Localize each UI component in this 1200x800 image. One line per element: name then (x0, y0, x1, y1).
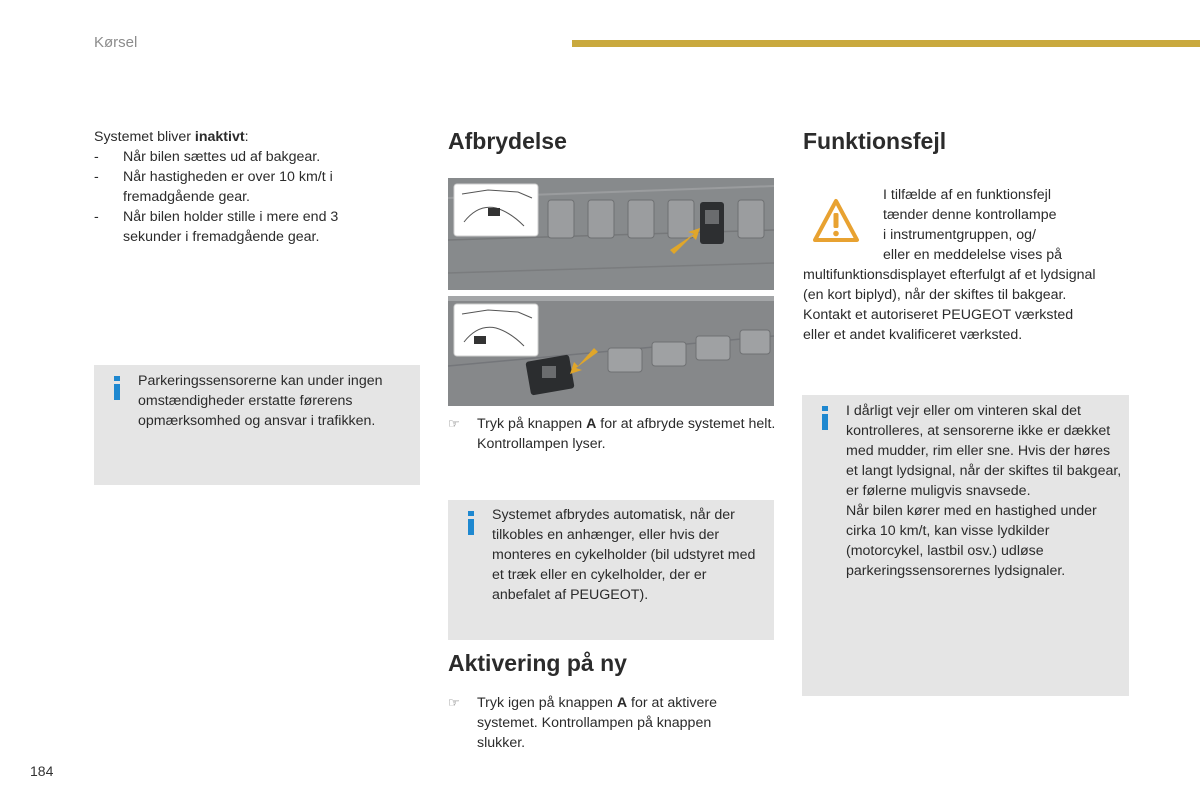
figure-bottom (448, 296, 774, 406)
pointing-hand-icon: ☞ (448, 416, 460, 431)
fault-line: eller en meddelelse vises på (883, 247, 1063, 263)
list-item: - Når bilen sættes ud af bakgear. (94, 147, 414, 167)
enable-instruction: ☞ Tryk igen på knappen A for at aktivere systemet. Kontrollampen på knappen slukker. (448, 695, 718, 751)
dashboard-switch-panel-illustration (448, 178, 774, 290)
page-number: 184 (30, 763, 54, 779)
intro-line: Systemet bliver inaktivt: (94, 129, 249, 145)
fault-line: i instrumentgruppen, og/ (883, 227, 1037, 243)
fault-line: I tilfælde af en funktionsfejl (883, 187, 1051, 203)
section-label: Kørsel (94, 34, 138, 51)
heading-enable: Aktivering på ny (448, 650, 627, 676)
condition-list (94, 147, 414, 247)
info-icon (464, 510, 478, 536)
info-paragraph: Når bilen kører med en hastighed under cirka 10 km/t, kan visse lydkilder (motorcykel, lastbil osv.) udløse parkeringssensorernes lydsignaler. (846, 503, 1097, 579)
fault-line: (en kort biplyd), når der skiftes til bakgear. (803, 287, 1067, 303)
header-rule (572, 40, 1200, 47)
list-item: - Når hastigheden er over 10 km/t i fremadgående gear. (94, 167, 353, 207)
heading-fault: Funktionsfejl (803, 128, 947, 154)
fault-line: multifunktionsdisplayet efterfulgt af et lydsignal (803, 267, 1096, 283)
info-paragraph: I dårligt vejr eller om vinteren skal det kontrolleres, at sensorerne ikke er dækket med mudder, rim eller sne. Hvis der høres et langt lydsignal, når der skiftes til bakgear, er følerne muligvis snavsede. (846, 403, 1122, 499)
fault-line: Kontakt et autoriseret PEUGEOT værksted (803, 307, 1074, 323)
heading-disable: Afbrydelse (448, 128, 567, 154)
info-icon (818, 405, 832, 431)
fault-line: tænder denne kontrollampe (883, 207, 1057, 223)
intro-bold: inaktivt (194, 129, 245, 145)
info-text (846, 401, 1124, 581)
info-box-right (802, 395, 1129, 696)
fault-description (803, 185, 1133, 345)
info-text: Parkeringssensorerne kan under ingen omstændigheder erstatte førerens opmærksomhed og ansvar i trafikken. (138, 373, 383, 429)
info-box-middle (448, 500, 774, 640)
dashboard-switch-panel-illustration (448, 296, 774, 406)
info-box-left (94, 365, 420, 485)
list-item: - Når bilen holder stille i mere end 3 sekunder i fremadgående gear. (94, 207, 363, 247)
fault-line: eller et andet kvalificeret værksted. (803, 327, 1023, 343)
button-letter: A (616, 695, 628, 711)
info-text: Systemet afbrydes automatisk, når der tilkobles en anhænger, eller hvis der monteres en cykelholder (bil udstyret med et træk eller en cykelholder, der er anbefalet af PEUGEOT). (492, 507, 756, 603)
pointing-hand-icon: ☞ (448, 695, 460, 710)
inactive-conditions (94, 127, 414, 247)
disable-instruction: ☞ Tryk på knappen A for at afbryde systemet helt. Kontrollampen lyser. (448, 416, 776, 452)
info-icon (110, 375, 124, 401)
figure-top (448, 178, 774, 290)
button-letter: A (586, 416, 597, 432)
